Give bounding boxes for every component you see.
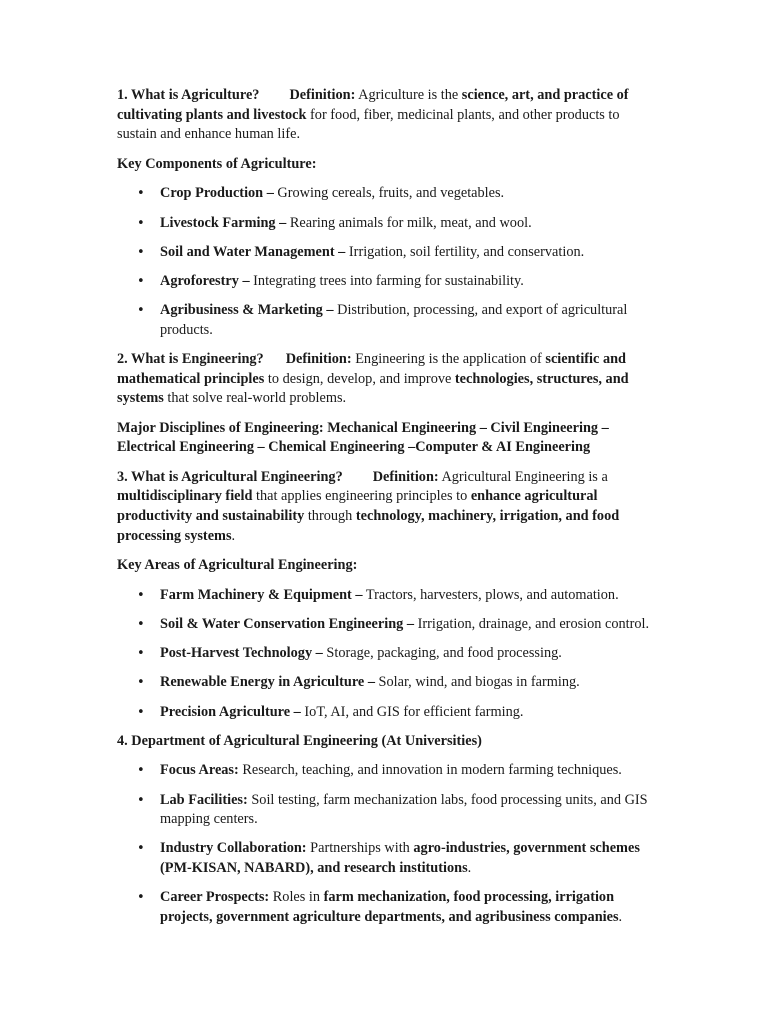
item-term: Career Prospects: (160, 889, 270, 906)
list-item (117, 761, 652, 781)
item-text: Soil testing, farm mechanization labs, food processing units, and GIS mapping centers. (160, 791, 648, 828)
key-components-list (117, 184, 652, 340)
item-term: Agribusiness & Marketing – (160, 302, 334, 319)
text: that applies engineering principles to (252, 488, 471, 505)
item-text: IoT, AI, and GIS for efficient farming. (300, 703, 524, 720)
list-item (117, 644, 652, 664)
bold-text: science, art, and practice of cultivating plants and livestock (117, 87, 629, 123)
list-item (117, 243, 652, 263)
bold-text: scientific and mathematical principles (117, 350, 626, 387)
item-text: Storage, packaging, and food processing. (322, 645, 562, 662)
definition-label: Definition: (285, 350, 352, 367)
subheading-key-components (117, 155, 652, 175)
item-text: Integrating trees into farming for sustainability. (249, 272, 524, 289)
section-heading: 4. Department of Agricultural Engineering (At Universities) (117, 732, 482, 749)
engineering-disciplines (117, 419, 652, 458)
item-text: . (467, 859, 472, 876)
list-item (117, 184, 652, 204)
definition-label: Definition: (289, 87, 356, 103)
item-text: Irrigation, soil fertility, and conservation. (345, 243, 585, 260)
text: . (231, 527, 236, 544)
item-text: Growing cereals, fruits, and vegetables. (273, 185, 505, 202)
text: that solve real-world problems. (163, 390, 347, 407)
text: Engineering is the application of (351, 350, 546, 367)
disciplines-text: Major Disciplines of Engineering: Mechanical Engineering – Civil Engineering – Electrical Engineering – Chemical Engineering –Computer & AI Engineering (117, 419, 609, 456)
item-term: Industry Collaboration: (160, 840, 307, 857)
subheading: Key Areas of Agricultural Engineering: (117, 557, 358, 574)
item-term: Livestock Farming – (160, 214, 287, 231)
item-term: Soil and Water Management – (160, 243, 346, 260)
key-areas-list (117, 586, 652, 722)
definition-label: Definition: (372, 468, 439, 485)
item-term: Crop Production – (160, 185, 274, 202)
item-text: Partnerships with (306, 840, 414, 857)
department-list (117, 761, 652, 927)
bold-text: farm mechanization, food processing, irrigation projects, government agriculture departments, and agribusiness companies (160, 889, 619, 925)
item-text: Roles in (269, 889, 324, 906)
subheading: Key Components of Agriculture: (117, 155, 317, 172)
subheading-key-areas (117, 556, 652, 576)
item-term: Post-Harvest Technology – (160, 645, 323, 662)
section-agriculture (117, 86, 652, 145)
item-text: Distribution, processing, and export of agricultural products. (160, 302, 628, 338)
item-text: Research, teaching, and innovation in modern farming techniques. (238, 762, 622, 779)
section-heading: 3. What is Agricultural Engineering? (117, 468, 343, 485)
item-term: Precision Agriculture – (160, 703, 301, 720)
item-term: Lab Facilities: (160, 791, 248, 808)
list-item (117, 839, 652, 878)
item-text: Rearing animals for milk, meat, and wool. (286, 214, 532, 231)
section-engineering (117, 350, 652, 409)
item-term: Renewable Energy in Agriculture – (160, 674, 375, 691)
item-text: Irrigation, drainage, and erosion control. (414, 616, 650, 633)
text: Agriculture is the (355, 87, 462, 103)
list-item (117, 791, 652, 830)
list-item (117, 703, 652, 723)
item-term: Focus Areas: (160, 762, 239, 779)
bold-text: technologies, structures, and systems (117, 370, 629, 407)
bold-text: enhance agricultural productivity and sustainability (117, 488, 598, 525)
bold-text: agro-industries, government schemes (PM-KISAN, NABARD), and research institutions (160, 840, 640, 876)
list-item (117, 615, 652, 635)
item-term: Agroforestry – (160, 272, 250, 289)
list-item (117, 214, 652, 234)
text: through (304, 508, 356, 525)
item-text: . (618, 908, 623, 925)
item-term: Farm Machinery & Equipment – (160, 586, 363, 603)
text: to design, develop, and improve (264, 370, 455, 387)
item-term: Soil & Water Conservation Engineering – (160, 616, 415, 633)
list-item (117, 586, 652, 606)
section-heading: 1. What is Agriculture? (117, 87, 260, 103)
bold-text: technology, machinery, irrigation, and food processing systems (117, 508, 620, 544)
section-heading: 2. What is Engineering? (117, 350, 264, 367)
text: for food, fiber, medicinal plants, and other products to sustain and enhance human life. (117, 106, 620, 143)
bold-text: multidisciplinary field (117, 488, 253, 505)
section-agricultural-engineering (117, 468, 652, 546)
list-item (117, 301, 652, 340)
text: Agricultural Engineering is a (438, 468, 608, 485)
list-item (117, 673, 652, 693)
list-item (117, 272, 652, 292)
list-item (117, 888, 652, 927)
document-content (117, 86, 652, 937)
section-department (117, 732, 652, 752)
item-text: Solar, wind, and biogas in farming. (374, 674, 580, 691)
item-text: Tractors, harvesters, plows, and automation. (362, 586, 619, 603)
